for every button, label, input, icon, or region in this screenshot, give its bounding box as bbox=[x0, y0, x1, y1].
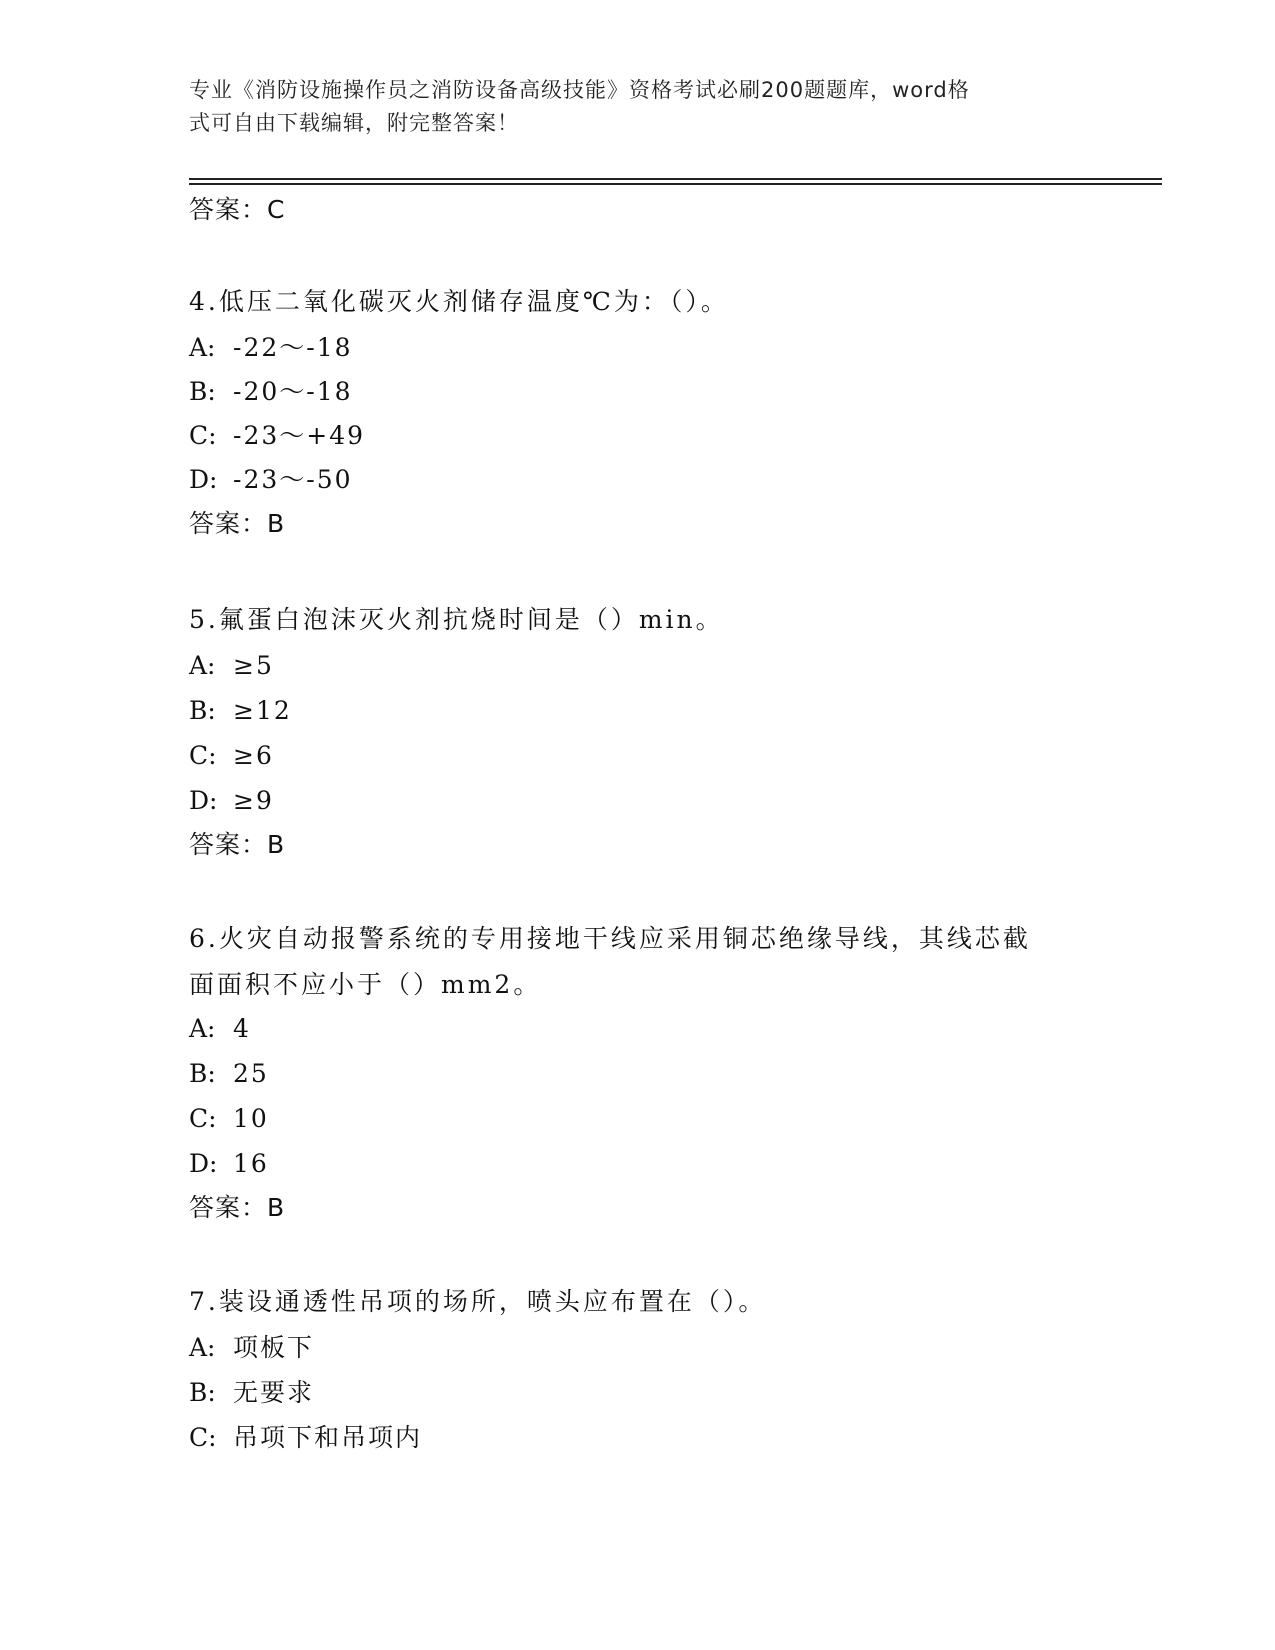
question-6 bbox=[189, 916, 1069, 1008]
option-text: -22～-18 bbox=[233, 333, 353, 362]
question-4 bbox=[189, 279, 1069, 325]
question-5-text: 5.氟蛋白泡沫灭火剂抗烧时间是（）min。 bbox=[189, 605, 724, 634]
option-letter: A: bbox=[189, 1333, 216, 1362]
header-title-line-2: 式可自由下载编辑，附完整答案！ bbox=[189, 111, 519, 135]
option-text: 10 bbox=[233, 1104, 269, 1133]
option-letter: A: bbox=[189, 651, 216, 680]
q5-option-b bbox=[189, 694, 292, 728]
option-text: 项板下 bbox=[233, 1333, 315, 1362]
q7-option-b bbox=[189, 1376, 314, 1410]
q6-option-a bbox=[189, 1012, 251, 1046]
option-letter: D: bbox=[189, 465, 218, 494]
option-text: -20～-18 bbox=[233, 377, 353, 406]
option-text: -23～-50 bbox=[233, 465, 353, 494]
question-6-text-line-2: 面面积不应小于（）mm2。 bbox=[189, 970, 542, 999]
document-header bbox=[189, 74, 1069, 140]
option-text: 吊项下和吊项内 bbox=[233, 1423, 423, 1452]
question-5 bbox=[189, 597, 1069, 643]
q4-option-d bbox=[189, 463, 353, 497]
option-letter: C: bbox=[189, 421, 217, 450]
option-letter: B: bbox=[189, 377, 216, 406]
q6-option-b bbox=[189, 1057, 269, 1091]
option-letter: A: bbox=[189, 333, 216, 362]
answer-q3: 答案：C bbox=[189, 195, 286, 224]
q4-option-b bbox=[189, 375, 353, 409]
option-text: ≥6 bbox=[233, 741, 274, 770]
answer-q4: 答案：B bbox=[189, 509, 286, 538]
q5-option-c bbox=[189, 739, 274, 773]
q7-option-a bbox=[189, 1331, 314, 1365]
option-text: 无要求 bbox=[233, 1378, 315, 1407]
option-letter: B: bbox=[189, 1378, 216, 1407]
option-letter: B: bbox=[189, 1059, 216, 1088]
option-letter: C: bbox=[189, 1423, 217, 1452]
q6-option-d bbox=[189, 1147, 269, 1181]
option-text: 16 bbox=[233, 1149, 269, 1178]
question-7-text: 7.装设通透性吊项的场所，喷头应布置在（）。 bbox=[189, 1287, 767, 1316]
option-text: ≥12 bbox=[233, 696, 292, 725]
option-letter: D: bbox=[189, 786, 218, 815]
q4-option-c bbox=[189, 419, 365, 453]
q4-option-a bbox=[189, 331, 353, 365]
header-divider-top bbox=[189, 178, 1162, 180]
option-letter: B: bbox=[189, 696, 216, 725]
option-text: ≥9 bbox=[233, 786, 274, 815]
q6-option-c bbox=[189, 1102, 269, 1136]
answer-q5: 答案：B bbox=[189, 830, 286, 859]
answer-q6: 答案：B bbox=[189, 1193, 286, 1222]
option-letter: A: bbox=[189, 1014, 216, 1043]
question-6-text-line-1: 6.火灾自动报警系统的专用接地干线应采用铜芯绝缘导线，其线芯截 bbox=[189, 924, 1031, 953]
option-text: ≥5 bbox=[233, 651, 274, 680]
header-title-line-1: 专业《消防设施操作员之消防设备高级技能》资格考试必刷200题题库，word格 bbox=[189, 78, 970, 102]
option-letter: C: bbox=[189, 1104, 217, 1133]
question-4-text: 4.低压二氧化碳灭火剂储存温度℃为：（）。 bbox=[189, 287, 729, 316]
option-text: -23～+49 bbox=[233, 421, 366, 450]
option-text: 4 bbox=[233, 1014, 251, 1043]
q5-option-d bbox=[189, 784, 274, 818]
q7-option-c bbox=[189, 1421, 422, 1455]
q5-option-a bbox=[189, 649, 274, 683]
header-divider-bottom bbox=[189, 183, 1162, 185]
option-text: 25 bbox=[233, 1059, 269, 1088]
option-letter: C: bbox=[189, 741, 217, 770]
option-letter: D: bbox=[189, 1149, 218, 1178]
question-7 bbox=[189, 1279, 1069, 1325]
